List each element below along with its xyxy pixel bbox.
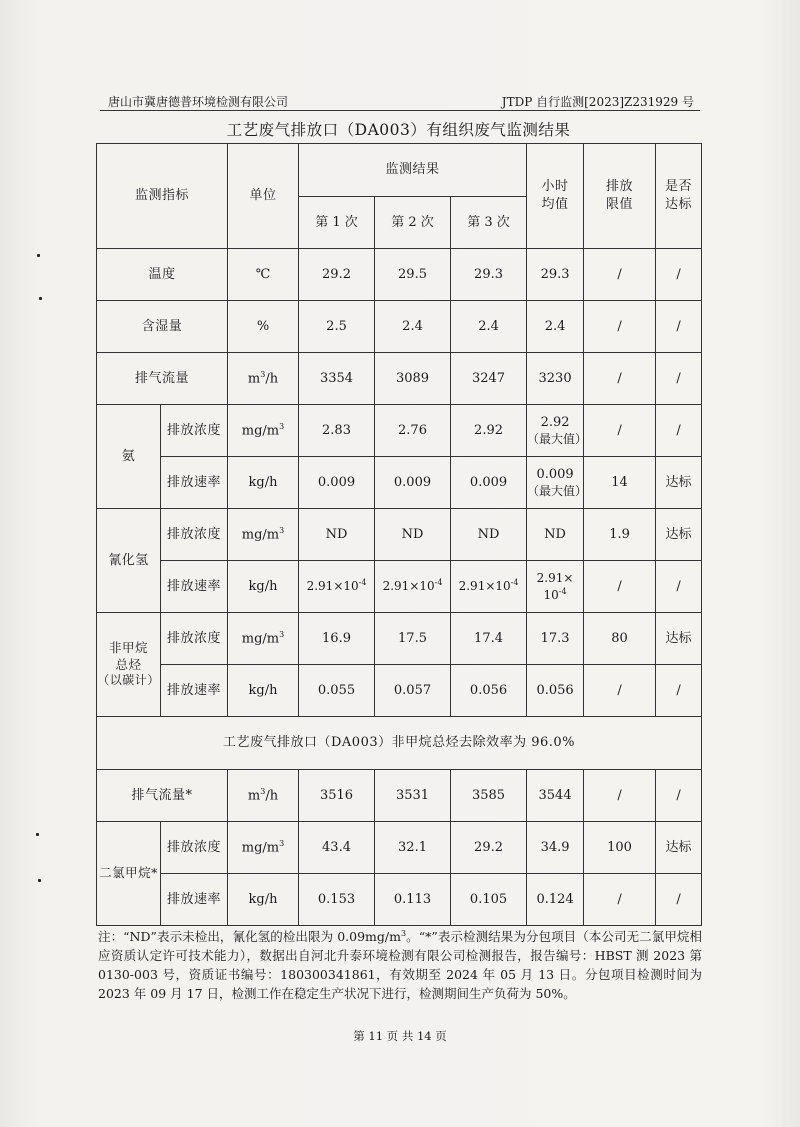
value-cell: 29.2 — [451, 822, 527, 874]
param-label: 排放浓度 — [161, 613, 228, 665]
row-label: 排气流量 — [97, 353, 228, 405]
table-row — [97, 822, 702, 874]
value-cell: ND — [375, 509, 451, 561]
value-cell: 0.055 — [299, 665, 375, 717]
avg-cell: 2.92 （最大值） — [527, 405, 584, 457]
table-row — [97, 457, 702, 509]
limit-cell: 1.9 — [584, 509, 656, 561]
row-label: 含湿量 — [97, 301, 228, 353]
table-row — [97, 353, 702, 405]
compliance-cell: 达标 — [656, 613, 702, 665]
value-cell: ND — [299, 509, 375, 561]
table-row — [97, 717, 702, 770]
limit-cell: / — [584, 561, 656, 613]
value-cell: 29.2 — [299, 249, 375, 301]
group-label: 氨 — [97, 405, 161, 509]
value-cell: 16.9 — [299, 613, 375, 665]
limit-cell: / — [584, 353, 656, 405]
param-label: 排放浓度 — [161, 822, 228, 874]
unit-cell: $m^3/h$ — [228, 353, 299, 405]
compliance-cell: 达标 — [656, 509, 702, 561]
table-row — [97, 665, 702, 717]
avg-cell: 3544 — [527, 770, 584, 822]
avg-cell: 29.3 — [527, 249, 584, 301]
compliance-cell: 达标 — [656, 457, 702, 509]
avg-cell: 0.056 — [527, 665, 584, 717]
value-cell: 17.5 — [375, 613, 451, 665]
footnote: 注：“ND”表示未检出，氰化氢的检出限为 $0.09mg/m^3$。“*”表示检测结果为分包项目（本公司无二氯甲烷相应资质认定许可技术能力），数据出自河北升泰环境检测有限公司检测报告，报告编号：HBST 测 2023 第 0130-003 号，资质证书编号：180300341861，有效期至 2024 年 05 月 13 日。分包项目检测时间为 2023 年 09 月 17 日，检测工作在稳定生产状况下进行，检测期间生产负荷为 50%。 — [98, 929, 702, 1002]
report-number: JTDP 自行监测[2023]Z231929 号 — [501, 95, 694, 109]
table-row — [97, 509, 702, 561]
avg-cell: 3230 — [527, 353, 584, 405]
table-row — [97, 301, 702, 353]
value-cell: 3247 — [451, 353, 527, 405]
group-label: 二氯甲烷* — [97, 822, 161, 926]
company-name: 唐山市冀唐德普环境检测有限公司 — [108, 95, 289, 109]
scan-speck — [36, 833, 39, 836]
unit-cell: $mg/m^3$ — [228, 405, 299, 457]
unit-cell: kg/h — [228, 457, 299, 509]
table-row — [97, 405, 702, 457]
limit-cell: / — [584, 665, 656, 717]
param-label: 排放速率 — [161, 665, 228, 717]
avg-cell: 34.9 — [527, 822, 584, 874]
compliance-cell: / — [656, 770, 702, 822]
limit-cell: / — [584, 301, 656, 353]
value-cell: ND — [451, 509, 527, 561]
limit-cell: 14 — [584, 457, 656, 509]
col-run2: 第 2 次 — [375, 197, 451, 249]
col-unit: 单位 — [228, 144, 299, 249]
limit-cell: 80 — [584, 613, 656, 665]
compliance-cell: / — [656, 405, 702, 457]
value-cell: $2.91\times 10^{-4}$ — [299, 561, 375, 613]
param-label: 排放速率 — [161, 561, 228, 613]
unit-cell: ℃ — [228, 249, 299, 301]
row-label: 排气流量* — [97, 770, 228, 822]
compliance-cell: / — [656, 301, 702, 353]
compliance-cell: 达标 — [656, 822, 702, 874]
avg-cell: 17.3 — [527, 613, 584, 665]
value-cell: 2.4 — [451, 301, 527, 353]
value-cell: 3531 — [375, 770, 451, 822]
value-cell: 3516 — [299, 770, 375, 822]
value-cell: 0.057 — [375, 665, 451, 717]
efficiency-note: 工艺废气排放口（DA003）非甲烷总烃去除效率为 96.0% — [97, 717, 702, 770]
group-label: 非甲烷 总烃 （以碳计） — [97, 613, 161, 717]
results-table — [96, 143, 702, 926]
avg-cell: ND — [527, 509, 584, 561]
param-label: 排放速率 — [161, 457, 228, 509]
col-compliant: 是否 达标 — [656, 144, 702, 249]
param-label: 排放速率 — [161, 874, 228, 926]
limit-cell: 100 — [584, 822, 656, 874]
avg-cell: 0.124 — [527, 874, 584, 926]
value-cell: 0.009 — [451, 457, 527, 509]
value-cell: 2.92 — [451, 405, 527, 457]
unit-cell: $mg/m^3$ — [228, 613, 299, 665]
avg-cell: 2.91× $10^{-4}$ — [527, 561, 584, 613]
value-cell: 0.009 — [299, 457, 375, 509]
unit-cell: $m^3/h$ — [228, 770, 299, 822]
value-cell: 17.4 — [451, 613, 527, 665]
compliance-cell: / — [656, 249, 702, 301]
value-cell: 3089 — [375, 353, 451, 405]
value-cell: 43.4 — [299, 822, 375, 874]
value-cell: 3585 — [451, 770, 527, 822]
value-cell: 2.83 — [299, 405, 375, 457]
compliance-cell: / — [656, 561, 702, 613]
scan-speck — [38, 879, 41, 882]
value-cell: 2.4 — [375, 301, 451, 353]
table-row — [97, 249, 702, 301]
row-label: 温度 — [97, 249, 228, 301]
col-indicator: 监测指标 — [97, 144, 228, 249]
unit-cell: $mg/m^3$ — [228, 822, 299, 874]
value-cell: 0.056 — [451, 665, 527, 717]
unit-cell: $mg/m^3$ — [228, 509, 299, 561]
avg-cell: 0.009 （最大值） — [527, 457, 584, 509]
unit-cell: kg/h — [228, 561, 299, 613]
table-row — [97, 613, 702, 665]
compliance-cell: / — [656, 665, 702, 717]
compliance-cell: / — [656, 353, 702, 405]
limit-cell: / — [584, 770, 656, 822]
value-cell: 0.113 — [375, 874, 451, 926]
unit-cell: % — [228, 301, 299, 353]
table-row — [97, 770, 702, 822]
col-run3: 第 3 次 — [451, 197, 527, 249]
table-row — [97, 874, 702, 926]
param-label: 排放浓度 — [161, 509, 228, 561]
unit-cell: kg/h — [228, 665, 299, 717]
value-cell: 2.76 — [375, 405, 451, 457]
limit-cell: / — [584, 249, 656, 301]
value-cell: 29.3 — [451, 249, 527, 301]
col-hourly-avg: 小时 均值 — [527, 144, 584, 249]
col-results: 监测结果 — [299, 144, 527, 197]
param-label: 排放浓度 — [161, 405, 228, 457]
table-title: 工艺废气排放口（DA003）有组织废气监测结果 — [226, 121, 571, 139]
avg-cell: 2.4 — [527, 301, 584, 353]
value-cell: 0.009 — [375, 457, 451, 509]
unit-cell: kg/h — [228, 874, 299, 926]
scan-speck — [39, 297, 42, 300]
value-cell: 3354 — [299, 353, 375, 405]
value-cell: 29.5 — [375, 249, 451, 301]
value-cell: $2.91\times 10^{-4}$ — [451, 561, 527, 613]
value-cell: 32.1 — [375, 822, 451, 874]
col-run1: 第 1 次 — [299, 197, 375, 249]
header-row — [97, 144, 702, 197]
scan-speck — [37, 254, 40, 257]
header-rule — [100, 110, 700, 111]
value-cell: 0.153 — [299, 874, 375, 926]
col-limit: 排放 限值 — [584, 144, 656, 249]
value-cell: $2.91\times 10^{-4}$ — [375, 561, 451, 613]
limit-cell: / — [584, 405, 656, 457]
page-number: 第 11 页 共 14 页 — [353, 1029, 447, 1043]
value-cell: 0.105 — [451, 874, 527, 926]
compliance-cell: / — [656, 874, 702, 926]
limit-cell: / — [584, 874, 656, 926]
value-cell: 2.5 — [299, 301, 375, 353]
table-row — [97, 561, 702, 613]
group-label: 氰化氢 — [97, 509, 161, 613]
